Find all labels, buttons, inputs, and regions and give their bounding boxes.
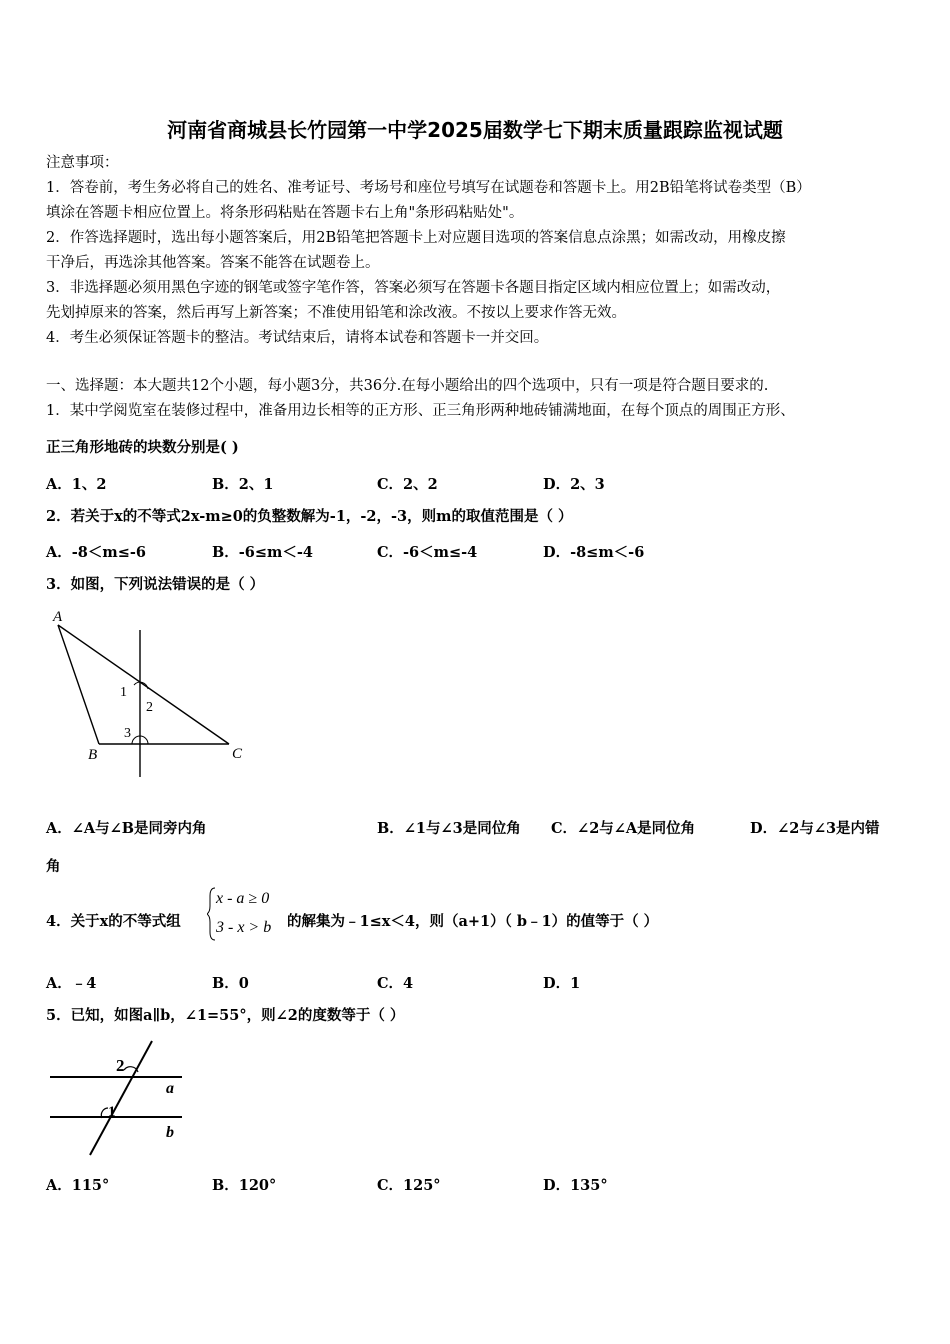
system-line-1: x - a ≥ 0 xyxy=(216,890,270,907)
note-line: 填涂在答题卡相应位置上。将条形码粘贴在答题卡右上角"条形码粘贴处"。 xyxy=(46,205,524,221)
label-line-a: a xyxy=(166,1080,174,1097)
section-heading: 一、选择题：本大题共12个小题，每小题3分，共36分.在每小题给出的四个选项中，只有一项是符合题目要求的. xyxy=(46,378,769,394)
q3-option-d: D．∠2与∠3是内错 xyxy=(750,820,880,837)
q3-triangle-figure xyxy=(44,605,254,780)
q3-option-d-wrap: 角 xyxy=(46,858,61,875)
label-angle-2: 2 xyxy=(116,1056,125,1075)
q5-option-c: C．125° xyxy=(377,1177,441,1194)
label-b: B xyxy=(88,747,98,763)
question-1-text: 1．某中学阅览室在装修过程中，准备用边长相等的正方形、正三角形两种地砖铺满地面，在每个顶点的周围正方形、 xyxy=(46,403,795,419)
note-line: 1．答卷前，考生务必将自己的姓名、准考证号、考场号和座位号填写在试题卷和答题卡上。用2B铅笔将试卷类型（B） xyxy=(46,180,811,196)
q3-option-a: A．∠A与∠B是同旁内角 xyxy=(46,820,207,837)
note-line: 3．非选择题必须用黑色字迹的钢笔或签字笔作答，答案必须写在答题卡各题目指定区域内相应位置上；如需改动， xyxy=(46,280,781,296)
q1-option-b: B．2、1 xyxy=(212,476,274,493)
q2-option-d: D．-8≤m＜-6 xyxy=(543,544,645,561)
label-angle-1: 1 xyxy=(108,1104,116,1120)
q4-option-d: D．1 xyxy=(543,975,581,992)
label-angle-1: 1 xyxy=(120,685,127,700)
label-angle-3: 3 xyxy=(124,726,131,741)
q3-option-c: C．∠2与∠A是同位角 xyxy=(551,820,696,837)
q1-option-d: D．2、3 xyxy=(543,476,605,493)
question-3-text: 3．如图，下列说法错误的是（ ） xyxy=(46,576,265,593)
question-4-prefix: 4．关于x的不等式组 xyxy=(46,913,181,930)
q2-option-b: B．-6≤m＜-4 xyxy=(212,544,313,561)
notes-heading: 注意事项： xyxy=(46,155,119,171)
q1-option-c: C．2、2 xyxy=(377,476,438,493)
q1-option-a: A．1、2 xyxy=(46,476,107,493)
line-ab xyxy=(58,625,99,744)
note-line: 4．考生必须保证答题卡的整洁。考试结束后，请将本试卷和答题卡一并交回。 xyxy=(46,330,549,346)
brace-icon xyxy=(207,888,215,940)
q5-option-d: D．135° xyxy=(543,1177,608,1194)
q5-parallel-lines-figure xyxy=(44,1036,189,1160)
note-line: 干净后，再选涂其他答案。答案不能答在试题卷上。 xyxy=(46,255,380,271)
q3-option-b: B．∠1与∠3是同位角 xyxy=(377,820,521,837)
q5-option-a: A．115° xyxy=(46,1177,110,1194)
line-ac xyxy=(58,625,229,744)
system-line-2: 3 - x > b xyxy=(216,919,272,936)
note-line: 2．作答选择题时，选出每小题答案后，用2B铅笔把答题卡上对应题目选项的答案信息点涂黑；如需改动，用橡皮擦 xyxy=(46,230,786,246)
q2-option-c: C．-6＜m≤-4 xyxy=(377,544,478,561)
q4-inequality-system xyxy=(207,884,285,944)
q2-option-a: A．-8＜m≤-6 xyxy=(46,544,146,561)
label-c: C xyxy=(232,746,243,762)
note-line: 先划掉原来的答案，然后再写上新答案；不准使用铅笔和涂改液。不按以上要求作答无效。 xyxy=(46,305,626,321)
question-2-text: 2．若关于x的不等式2x-m≥0的负整数解为-1，-2，-3，则m的取值范围是（ ） xyxy=(46,508,573,525)
q4-option-a: A．﹣4 xyxy=(46,975,97,992)
q4-option-b: B．0 xyxy=(212,975,249,992)
q5-option-b: B．120° xyxy=(212,1177,277,1194)
label-angle-2: 2 xyxy=(146,700,153,715)
q4-option-c: C．4 xyxy=(377,975,414,992)
question-4-suffix: 的解集为﹣1≤x＜4，则（a+1）（ b﹣1）的值等于（ ） xyxy=(287,913,659,930)
page-title: 河南省商城县长竹园第一中学2025届数学七下期末质量跟踪监视试题 xyxy=(167,118,783,142)
label-line-b: b xyxy=(166,1124,174,1141)
question-5-text: 5．已知，如图a∥b，∠1=55°，则∠2的度数等于（ ） xyxy=(46,1007,405,1024)
label-a: A xyxy=(53,609,63,625)
question-1-text-cont: 正三角形地砖的块数分别是( ) xyxy=(46,439,239,456)
